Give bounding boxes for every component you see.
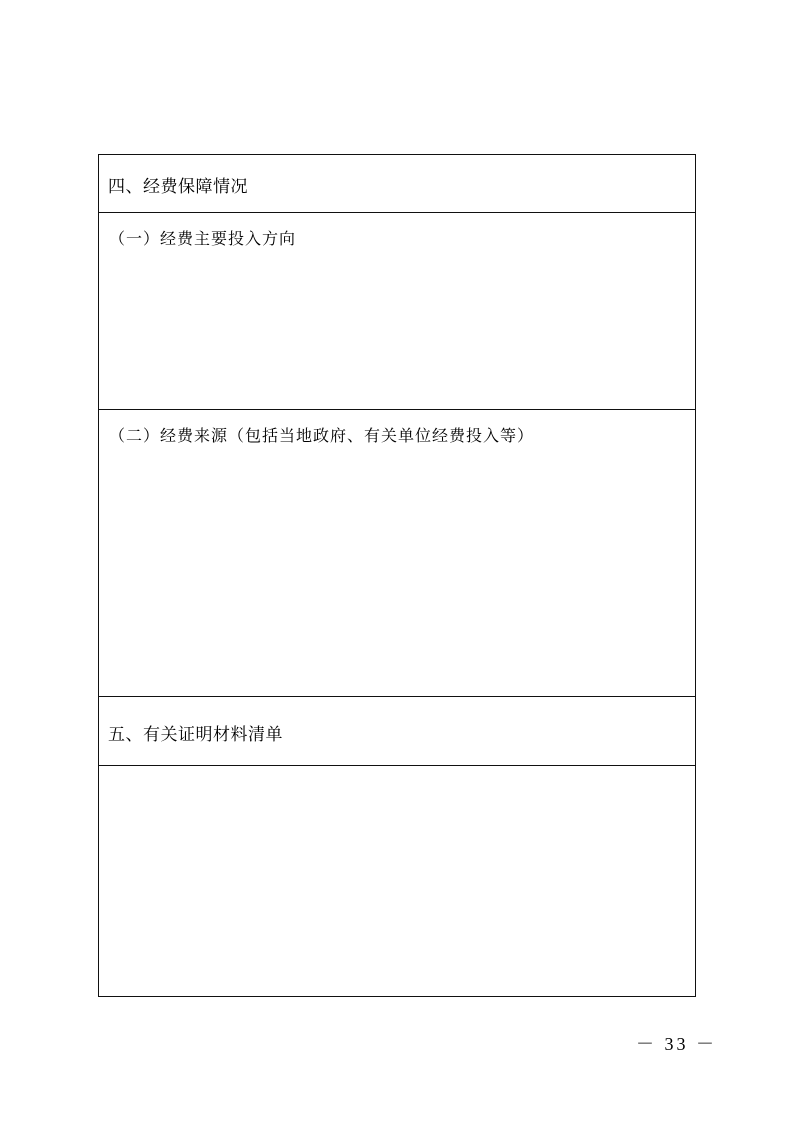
certificates-heading-row	[99, 696, 695, 765]
funding-heading-row	[99, 155, 695, 212]
investment-direction-cell[interactable]	[99, 212, 695, 409]
funding-section-heading: 四、经费保障情况	[108, 177, 248, 197]
funding-sources-label: （二）经费来源（包括当地政府、有关单位经费投入等）	[109, 426, 535, 445]
page-number: － 33 －	[636, 1034, 717, 1054]
form-table	[98, 154, 696, 997]
certificates-list-cell[interactable]	[99, 765, 695, 998]
investment-direction-label: （一）经费主要投入方向	[109, 229, 297, 248]
funding-sources-cell[interactable]	[99, 409, 695, 696]
certificates-section-heading: 五、有关证明材料清单	[108, 725, 283, 745]
